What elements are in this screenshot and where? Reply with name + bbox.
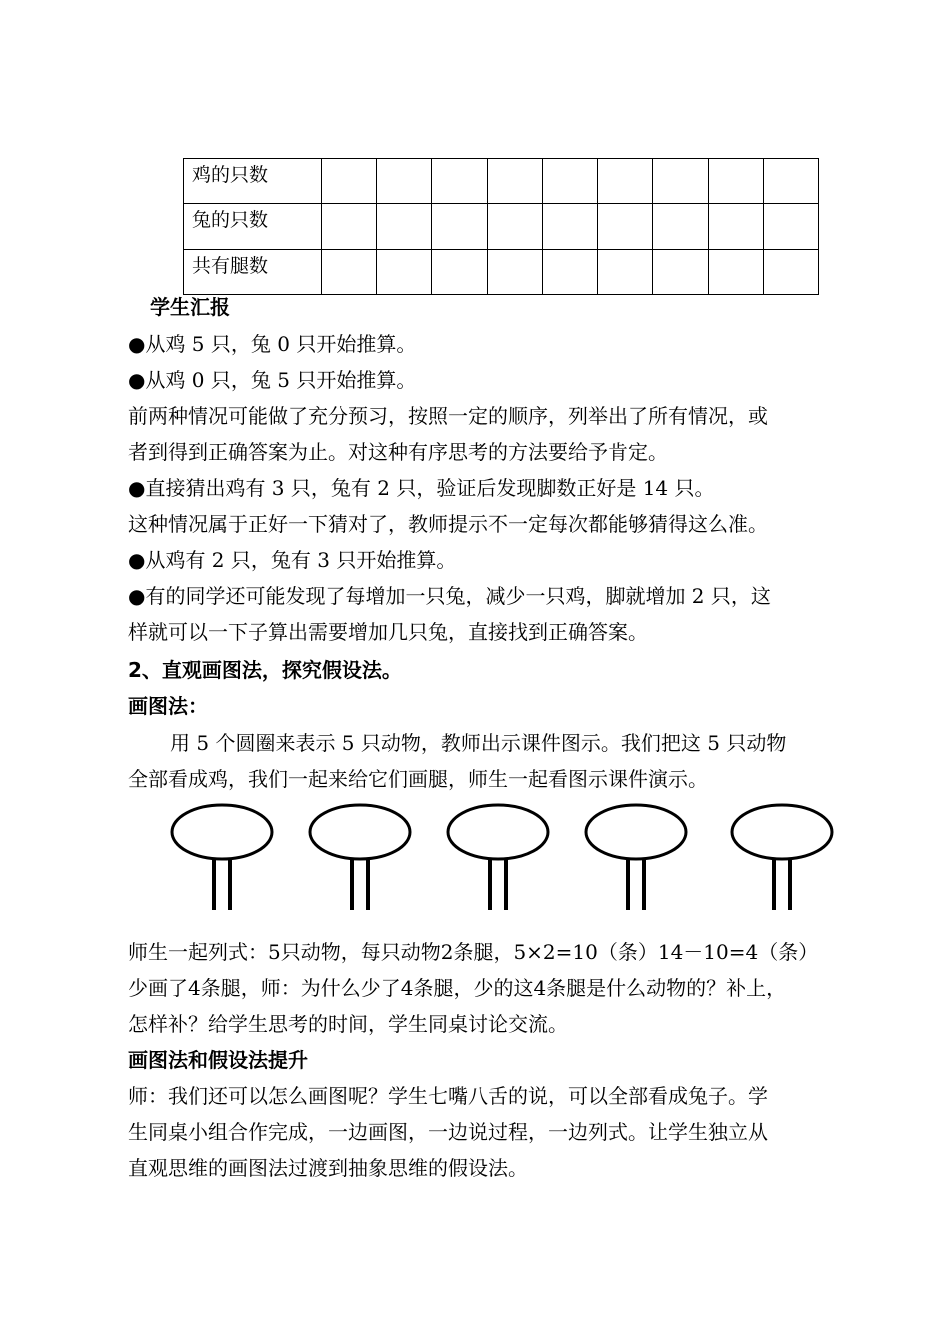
calc-line-2: 少画了4条腿，师：为什么少了4条腿，少的这4条腿是什么动物的？补上， xyxy=(128,976,787,1000)
drawing-para-line-2: 全部看成鸡，我们一起来给它们画腿，师生一起看图示课件演示。 xyxy=(128,767,708,791)
animal-body-circle xyxy=(172,805,272,859)
bullet-icon: ● xyxy=(128,584,146,608)
row-label-rabbit-count: 兔的只数 xyxy=(184,204,322,249)
case-5-line-1: ●有的同学还可能发现了每增加一只兔，减少一只鸡，脚就增加 2 只，这 xyxy=(128,584,771,608)
report-heading: 学生汇报 xyxy=(150,295,230,319)
bullet-icon: ● xyxy=(128,332,146,356)
table-row xyxy=(184,159,819,204)
chicken-rabbit-table xyxy=(183,158,819,295)
upgrade-heading: 画图法和假设法提升 xyxy=(128,1048,308,1072)
case-1: ●从鸡 5 只，兔 0 只开始推算。 xyxy=(128,332,417,356)
bullet-icon: ● xyxy=(128,548,146,572)
case-3: ●直接猜出鸡有 3 只，兔有 2 只，验证后发现脚数正好是 14 只。 xyxy=(128,476,715,500)
table-row xyxy=(184,204,819,249)
animal-body-circle xyxy=(732,805,832,859)
calc-line-3: 怎样补？给学生思考的时间，学生同桌讨论交流。 xyxy=(128,1012,568,1036)
comment-ordered-line-1: 前两种情况可能做了充分预习，按照一定的顺序，列举出了所有情况，或 xyxy=(128,404,768,428)
row-label-chicken-count: 鸡的只数 xyxy=(184,159,322,204)
bullet-icon: ● xyxy=(128,368,146,392)
bullet-icon: ● xyxy=(128,476,146,500)
upgrade-line-2: 生同桌小组合作完成，一边画图，一边说过程，一边列式。让学生独立从 xyxy=(128,1120,768,1144)
upgrade-line-3: 直观思维的画图法过渡到抽象思维的假设法。 xyxy=(128,1156,528,1180)
drawing-para-line-1: 用 5 个圆圈来表示 5 只动物，教师出示课件图示。我们把这 5 只动物 xyxy=(170,731,787,755)
animal-body-circle xyxy=(586,805,686,859)
chicken-legs-figure xyxy=(160,800,850,920)
section-2-heading: 2、直观画图法，探究假设法。 xyxy=(128,658,402,682)
drawing-method-heading: 画图法： xyxy=(128,694,208,718)
row-label-total-legs: 共有腿数 xyxy=(184,249,322,294)
calc-line-1: 师生一起列式：5只动物，每只动物2条腿，5×2=10（条）14－10=4（条） xyxy=(128,940,819,964)
animal-body-circle xyxy=(448,805,548,859)
comment-lucky-guess: 这种情况属于正好一下猜对了，教师提示不一定每次都能够猜得这么准。 xyxy=(128,512,768,536)
upgrade-line-1: 师：我们还可以怎么画图呢？学生七嘴八舌的说，可以全部看成兔子。学 xyxy=(128,1084,768,1108)
case-5-line-2: 样就可以一下子算出需要增加几只兔，直接找到正确答案。 xyxy=(128,620,648,644)
case-2: ●从鸡 0 只，兔 5 只开始推算。 xyxy=(128,368,417,392)
table-row xyxy=(184,249,819,294)
case-4: ●从鸡有 2 只，兔有 3 只开始推算。 xyxy=(128,548,457,572)
animal-body-circle xyxy=(310,805,410,859)
comment-ordered-line-2: 者到得到正确答案为止。对这种有序思考的方法要给予肯定。 xyxy=(128,440,668,464)
